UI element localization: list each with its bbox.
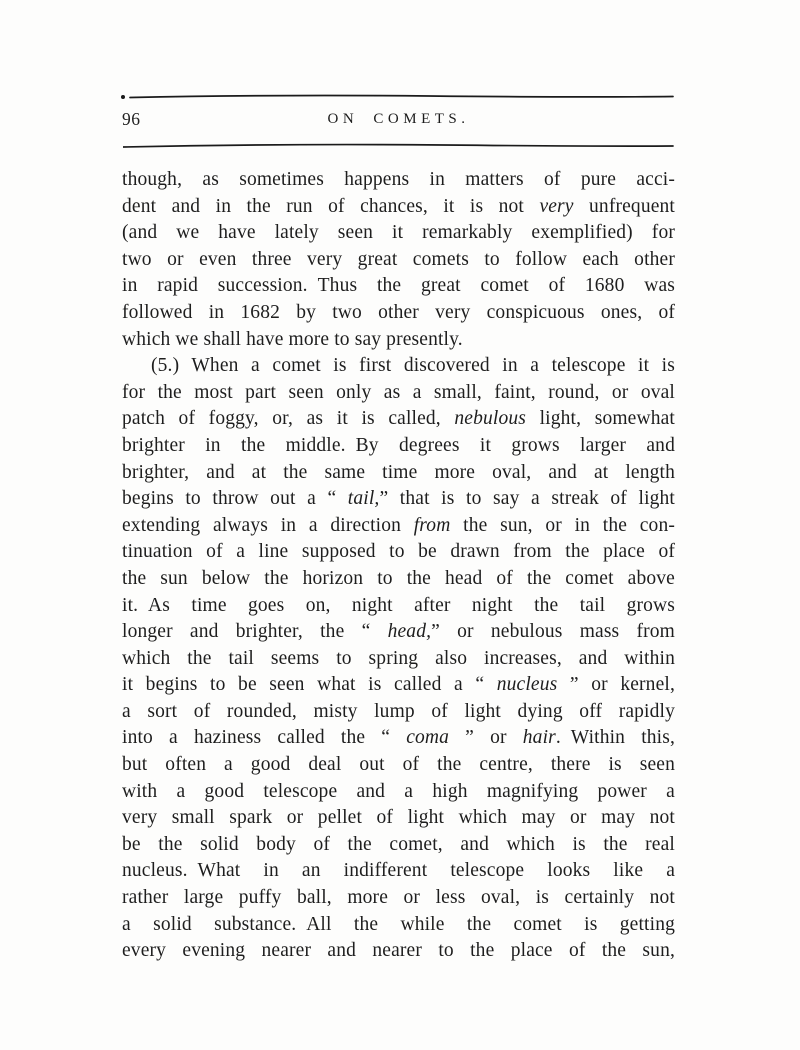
text-segment: though, as sometimes happens in matters of pure acci- bbox=[122, 169, 675, 190]
text-segment: into a haziness called the “ bbox=[122, 727, 407, 749]
text-segment: a solid substance. All the while the comet is getting bbox=[122, 913, 675, 935]
text-line bbox=[122, 699, 675, 726]
text-line bbox=[122, 513, 675, 540]
text-segment: which we shall have more to say presently. bbox=[122, 328, 463, 350]
text-segment: be the solid body of the comet, and which is the real bbox=[122, 833, 675, 855]
italic-text-segment: very bbox=[539, 195, 574, 217]
text-segment: very small spark or pellet of light which may or may not bbox=[122, 807, 675, 829]
text-line bbox=[122, 938, 675, 965]
text-line bbox=[122, 194, 675, 221]
italic-text-segment: head, bbox=[387, 621, 432, 643]
text-line bbox=[122, 380, 675, 407]
text-line bbox=[122, 433, 675, 460]
italic-text-segment: nebulous bbox=[454, 408, 527, 430]
text-segment: patch of foggy, or, as it is called, bbox=[122, 408, 455, 430]
text-line bbox=[122, 885, 675, 912]
text-segment: ” or kernel, bbox=[557, 674, 675, 696]
italic-text-segment: coma bbox=[406, 727, 450, 749]
header-top-rule bbox=[129, 93, 674, 101]
text-segment: unfrequent bbox=[573, 195, 675, 217]
text-line bbox=[122, 752, 675, 779]
text-segment: the sun, or in the con- bbox=[450, 514, 675, 536]
text-line bbox=[122, 619, 675, 646]
text-line bbox=[122, 353, 675, 380]
text-line bbox=[122, 220, 675, 247]
text-segment: ” that is to say a streak of light bbox=[379, 488, 675, 510]
text-segment: brighter in the middle. By degrees it grows larger and bbox=[122, 434, 675, 456]
text-segment: rather large puffy ball, more or less oval, is certainly not bbox=[122, 887, 675, 909]
rule-start-dot bbox=[121, 95, 125, 99]
header-bottom-rule bbox=[123, 142, 674, 150]
text-block bbox=[122, 167, 675, 965]
text-line bbox=[122, 327, 675, 354]
text-segment: every evening nearer and nearer to the place of the sun, bbox=[122, 940, 675, 962]
text-segment: brighter, and at the same time more oval, and at length bbox=[122, 461, 675, 483]
italic-text-segment: from bbox=[413, 514, 451, 536]
text-line bbox=[122, 779, 675, 806]
italic-text-segment: tail, bbox=[347, 488, 380, 510]
text-line bbox=[122, 167, 675, 194]
text-segment: it. As time goes on, night after night the tail grows bbox=[122, 594, 675, 616]
text-line bbox=[122, 460, 675, 487]
running-title: ON COMETS. bbox=[327, 111, 470, 127]
text-line bbox=[122, 300, 675, 327]
text-segment: in rapid succession. Thus the great comet of 1680 was bbox=[122, 275, 675, 297]
italic-text-segment: hair bbox=[522, 727, 556, 749]
text-segment: which the tail seems to spring also increases, and within bbox=[122, 647, 675, 669]
text-segment: a sort of rounded, misty lump of light dying off rapidly bbox=[122, 700, 675, 722]
text-line bbox=[122, 247, 675, 274]
text-segment: it begins to be seen what is called a “ bbox=[122, 674, 497, 696]
italic-text-segment: nucleus bbox=[496, 674, 558, 696]
text-segment: tinuation of a line supposed to be drawn from the place of bbox=[122, 541, 675, 563]
text-line bbox=[122, 832, 675, 859]
text-segment: . Within this, bbox=[555, 727, 675, 749]
page-number: 96 bbox=[122, 109, 141, 129]
text-segment: nucleus. What in an indifferent telescope looks like a bbox=[122, 860, 675, 882]
text-line bbox=[122, 486, 675, 513]
text-line bbox=[122, 672, 675, 699]
text-segment: but often a good deal out of the centre, there is seen bbox=[122, 754, 675, 776]
text-line bbox=[122, 912, 675, 939]
text-line bbox=[122, 725, 675, 752]
text-segment: ” or nebulous mass from bbox=[431, 621, 675, 643]
text-line bbox=[122, 805, 675, 832]
running-head bbox=[122, 108, 675, 132]
text-segment: begins to throw out a “ bbox=[122, 488, 348, 510]
text-segment: followed in 1682 by two other very conspicuous ones, of bbox=[122, 301, 675, 323]
text-segment: longer and brighter, the “ bbox=[122, 621, 388, 643]
text-segment: with a good telescope and a high magnifying power a bbox=[122, 780, 675, 802]
text-line bbox=[122, 273, 675, 300]
text-segment: ” or bbox=[449, 727, 523, 749]
text-line bbox=[122, 593, 675, 620]
text-segment: (5.) When a comet is first discovered in a telescope it is bbox=[151, 355, 675, 377]
text-line bbox=[122, 566, 675, 593]
text-segment: for the most part seen only as a small, faint, round, or oval bbox=[122, 381, 675, 403]
text-segment: two or even three very great comets to follow each other bbox=[122, 248, 675, 270]
text-line bbox=[122, 858, 675, 885]
text-segment: the sun below the horizon to the head of the comet above bbox=[122, 567, 675, 589]
text-line bbox=[122, 646, 675, 673]
text-segment: (and we have lately seen it remarkably exemplified) for bbox=[122, 222, 675, 244]
text-line bbox=[122, 539, 675, 566]
text-segment: dent and in the run of chances, it is not bbox=[122, 195, 540, 217]
text-segment: extending always in a direction bbox=[122, 514, 414, 536]
text-segment: light, somewhat bbox=[526, 408, 675, 430]
text-line bbox=[122, 406, 675, 433]
